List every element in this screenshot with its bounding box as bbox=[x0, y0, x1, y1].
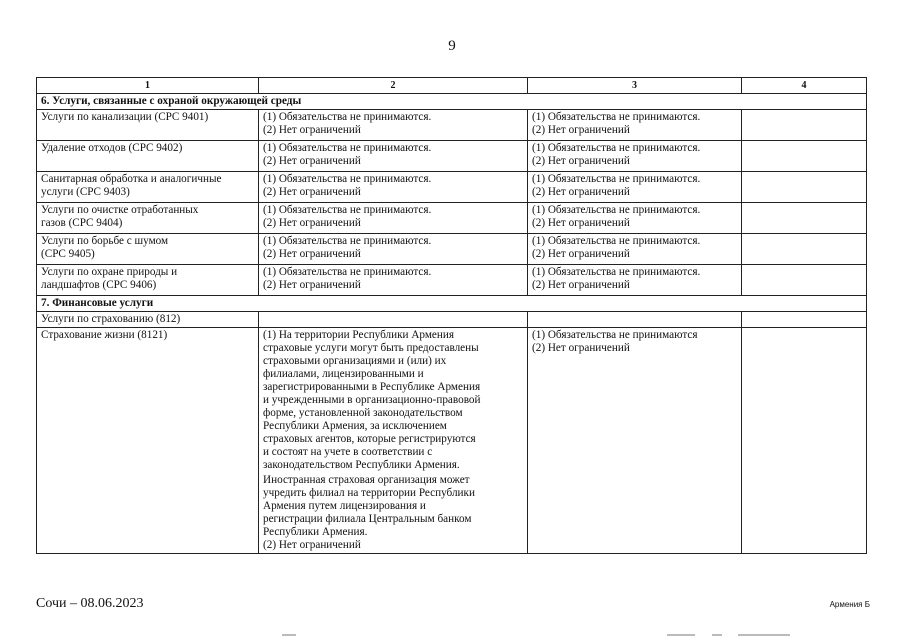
paragraph-line: и состоят на учете в соответствии с bbox=[263, 446, 433, 458]
table-row bbox=[37, 141, 867, 172]
service-name-cell-line: Удаление отходов (CPC 9402) bbox=[41, 142, 183, 154]
national-treatment-cell-line: (2) Нет ограничений bbox=[532, 342, 630, 354]
commitments-table bbox=[36, 77, 867, 554]
paragraph-line: регистрации филиала Центральным банком bbox=[263, 513, 472, 525]
market-access-cell bbox=[259, 328, 528, 554]
paragraph-line: (1) На территории Республики Армения bbox=[263, 329, 455, 341]
service-name-cell-line: газов (CPC 9404) bbox=[41, 217, 123, 229]
table-row bbox=[37, 234, 867, 265]
empty-cell bbox=[259, 312, 528, 328]
paragraph bbox=[263, 474, 523, 552]
footer-country-tag: Армения Б bbox=[829, 600, 870, 609]
subsector-name-cell: Услуги по страхованию (812) bbox=[37, 312, 259, 328]
national-treatment-cell-line: (2) Нет ограничений bbox=[532, 124, 630, 136]
market-access-cell bbox=[259, 172, 528, 203]
national-treatment-cell bbox=[528, 110, 742, 141]
paragraph-line: законодательством Республики Армения. bbox=[263, 459, 460, 471]
service-name-cell-line: Услуги по очистке отработанных bbox=[41, 204, 199, 216]
page-number: 9 bbox=[448, 38, 456, 54]
subsector-row bbox=[37, 312, 867, 328]
national-treatment-cell-line: (1) Обязательства не принимаются. bbox=[532, 235, 701, 247]
market-access-cell-line: (1) Обязательства не принимаются. bbox=[263, 111, 432, 123]
national-treatment-cell-line: (1) Обязательства не принимаются. bbox=[532, 204, 701, 216]
national-treatment-cell bbox=[528, 141, 742, 172]
market-access-cell-line: (1) Обязательства не принимаются. bbox=[263, 204, 432, 216]
table-header-row bbox=[37, 78, 867, 94]
service-name-cell bbox=[37, 203, 259, 234]
paragraph-line: зарегистрированными в Республике Армения bbox=[263, 381, 481, 393]
national-treatment-cell bbox=[528, 172, 742, 203]
table-row bbox=[37, 265, 867, 296]
service-name-cell-line: (CPC 9405) bbox=[41, 248, 95, 260]
national-treatment-cell-line: (1) Обязательства не принимаются. bbox=[532, 266, 701, 278]
market-access-cell-line: (2) Нет ограничений bbox=[263, 248, 361, 260]
market-access-cell-line: (1) Обязательства не принимаются. bbox=[263, 266, 432, 278]
additional-commitments-cell bbox=[742, 328, 867, 554]
paragraph-line: Республики Армения. bbox=[263, 526, 368, 538]
service-name-cell-line: ландшафтов (CPC 9406) bbox=[41, 279, 157, 291]
national-treatment-cell-line: (2) Нет ограничений bbox=[532, 217, 630, 229]
national-treatment-cell bbox=[528, 328, 742, 554]
additional-commitments-cell bbox=[742, 141, 867, 172]
column-header: 4 bbox=[742, 78, 867, 94]
column-header: 3 bbox=[528, 78, 742, 94]
national-treatment-cell bbox=[528, 265, 742, 296]
column-header: 2 bbox=[259, 78, 528, 94]
section-header-row bbox=[37, 296, 867, 312]
national-treatment-cell-line: (2) Нет ограничений bbox=[532, 186, 630, 198]
service-name-cell-line: Услуги по охране природы и bbox=[41, 266, 178, 278]
scan-edge-marks bbox=[0, 634, 904, 640]
paragraph-line: страховые услуги могут быть предоставлены bbox=[263, 342, 479, 354]
empty-cell bbox=[528, 312, 742, 328]
market-access-cell bbox=[259, 234, 528, 265]
paragraph-line: и учрежденными в организационно-правовой bbox=[263, 394, 481, 406]
table-row bbox=[37, 328, 867, 554]
market-access-cell-line: (1) Обязательства не принимаются. bbox=[263, 142, 432, 154]
paragraph-line: Республики Армения, за исключением bbox=[263, 420, 447, 432]
service-name-cell bbox=[37, 110, 259, 141]
market-access-cell bbox=[259, 265, 528, 296]
market-access-cell bbox=[259, 141, 528, 172]
service-name-cell: Страхование жизни (8121) bbox=[37, 328, 259, 554]
service-name-cell-line: Санитарная обработка и аналогичные bbox=[41, 173, 222, 185]
national-treatment-cell-line: (1) Обязательства не принимаются. bbox=[532, 111, 701, 123]
section-title: 7. Финансовые услуги bbox=[37, 296, 867, 312]
national-treatment-cell bbox=[528, 203, 742, 234]
market-access-cell-line: (1) Обязательства не принимаются. bbox=[263, 235, 432, 247]
national-treatment-cell-line: (1) Обязательства не принимаются. bbox=[532, 173, 701, 185]
service-name-cell bbox=[37, 172, 259, 203]
market-access-cell-line: (2) Нет ограничений bbox=[263, 186, 361, 198]
service-name-cell-line: Услуги по борьбе с шумом bbox=[41, 235, 169, 247]
national-treatment-cell-line: (1) Обязательства не принимаются. bbox=[532, 142, 701, 154]
column-header: 1 bbox=[37, 78, 259, 94]
market-access-cell-line: (2) Нет ограничений bbox=[263, 155, 361, 167]
market-access-cell bbox=[259, 203, 528, 234]
service-name-cell-line: Услуги по канализации (CPC 9401) bbox=[41, 111, 209, 123]
table-row bbox=[37, 110, 867, 141]
section-header-row bbox=[37, 94, 867, 110]
market-access-cell-line: (2) Нет ограничений bbox=[263, 279, 361, 291]
paragraph-line: Иностранная страховая организация может bbox=[263, 474, 470, 486]
service-name-cell bbox=[37, 234, 259, 265]
empty-cell bbox=[742, 312, 867, 328]
national-treatment-cell-line: (2) Нет ограничений bbox=[532, 279, 630, 291]
national-treatment-cell-line: (2) Нет ограничений bbox=[532, 155, 630, 167]
paragraph-line: форме, установленной законодательством bbox=[263, 407, 463, 419]
national-treatment-cell bbox=[528, 234, 742, 265]
national-treatment-cell-line: (2) Нет ограничений bbox=[532, 248, 630, 260]
national-treatment-cell-line: (1) Обязательства не принимаются bbox=[532, 329, 698, 341]
market-access-cell-line: (2) Нет ограничений bbox=[263, 217, 361, 229]
section-title: 6. Услуги, связанные с охраной окружающей среды bbox=[37, 94, 867, 110]
paragraph-line: (2) Нет ограничений bbox=[263, 539, 361, 551]
paragraph-line: филиалами, лицензированными и bbox=[263, 368, 424, 380]
paragraph-line: Армения путем лицензирования и bbox=[263, 500, 426, 512]
table-row bbox=[37, 203, 867, 234]
table-row bbox=[37, 172, 867, 203]
footer-place-date: Сочи – 08.06.2023 bbox=[36, 596, 144, 611]
service-name-cell-line: услуги (CPC 9403) bbox=[41, 186, 130, 198]
service-name-cell bbox=[37, 141, 259, 172]
paragraph-line: страховых агентов, которые регистрируются bbox=[263, 433, 476, 445]
service-name-cell bbox=[37, 265, 259, 296]
market-access-cell-line: (1) Обязательства не принимаются. bbox=[263, 173, 432, 185]
market-access-cell bbox=[259, 110, 528, 141]
additional-commitments-cell bbox=[742, 234, 867, 265]
additional-commitments-cell bbox=[742, 172, 867, 203]
paragraph bbox=[263, 329, 523, 472]
market-access-cell-line: (2) Нет ограничений bbox=[263, 124, 361, 136]
paragraph-line: страховыми организациями и (или) их bbox=[263, 355, 447, 367]
paragraph-line: учредить филиал на территории Республики bbox=[263, 487, 475, 499]
additional-commitments-cell bbox=[742, 203, 867, 234]
additional-commitments-cell bbox=[742, 110, 867, 141]
additional-commitments-cell bbox=[742, 265, 867, 296]
